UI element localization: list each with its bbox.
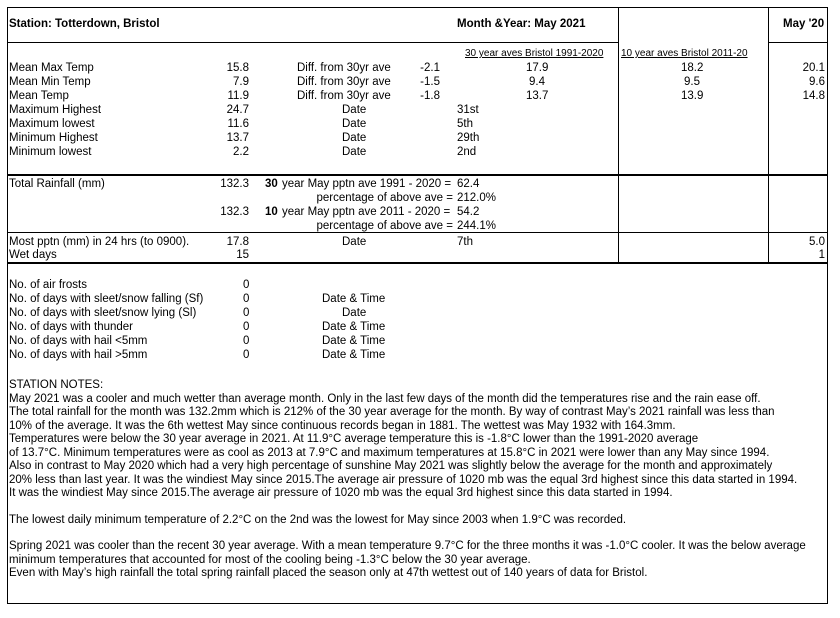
temp-diff: -2.1 [420,62,440,74]
notes-line: 20% less than last year. It was the windiest May since 2015.The average air pressure of 1020 mb was the equal 3rd highest since this data started in 1994. [9,473,798,486]
rain-ave10-prefix: 10 [265,206,278,218]
rain-ave10-value: 54.2 [457,206,480,218]
count-mid: Date & Time [322,321,386,333]
col-30yr-header: 30 year aves Bristol 1991-2020 [465,48,604,59]
count-mid: Date & Time [322,335,386,347]
notes-line: The lowest daily minimum temperature of 2.2°C on the 2nd was the lowest for May since 2003 when 1.9°C was recorded. [9,513,627,526]
wet-days-value: 15 [236,249,249,261]
notes-line: Even with May’s high rainfall the total spring rainfall placed the season only at 47th wettest out of 140 years of data for Bristol. [9,567,648,579]
temp-date: 2nd [457,146,477,158]
count-value: 0 [243,293,250,305]
rule-temps [7,174,828,176]
notes-line: minimum temperatures that accounted for most of the cooling being -1.3°C below the 30 year average. [9,553,531,566]
rain-ave30-value: 62.4 [457,178,480,190]
temp-value: 2.2 [233,146,249,158]
rain-value: 132.3 [220,178,249,190]
count-value: 0 [243,349,250,361]
notes-line: of 13.7°C. Minimum temperatures were as cool as 2013 at 7.9°C and maximum temperatures at 15.8°C in 2021 were lower than any May since 1994. [9,446,770,459]
rule-wetdays [7,262,828,264]
temp-date: 29th [457,132,480,144]
count-value: 0 [243,335,250,347]
temp-ave10: 13.9 [681,90,704,102]
count-value: 0 [243,279,250,291]
most-pptn-may20: 5.0 [809,236,825,248]
notes-line: Also in contrast to May 2020 which had a very high percentage of sunshine May 2021 was slightly below the average for the month and approximately [9,460,773,472]
count-mid: Date & Time [322,349,386,361]
most-pptn-label: Most pptn (mm) in 24 hrs (to 0900). [9,236,190,248]
temp-value: 13.7 [226,132,249,144]
rule-header [7,42,618,43]
count-label: No. of air frosts [9,279,87,291]
most-pptn-date: 7th [457,236,473,248]
station-title: Station: Totterdown, Bristol [9,18,160,30]
notes-line: Temperatures were below the 30 year average in 2021. At 11.9°C average temperature this is -1.8°C lower than the 1991-2020 average [9,433,699,445]
divider-may20 [768,7,769,262]
count-label: No. of days with thunder [9,321,134,333]
count-mid: Date [342,307,367,319]
temp-value: 15.8 [226,62,249,74]
rain-ave30-text: year May pptn ave 1991 - 2020 = [282,178,452,190]
temp-label: Mean Min Temp [9,76,91,88]
notes-line: The total rainfall for the month was 132.2mm which is 212% of the 30 year average for the month. By way of contrast May’s 2021 rainfall was less than [9,406,775,418]
temp-label: Mean Max Temp [9,62,94,74]
temp-ave30: 13.7 [526,90,549,102]
temp-value: 7.9 [233,76,249,88]
month-year: Month &Year: May 2021 [457,18,586,30]
temp-ave10: 9.5 [684,76,700,88]
temp-value: 11.9 [227,90,249,102]
temp-label: Minimum lowest [9,146,92,158]
col-10yr-header: 10 year aves Bristol 2011-20 [621,48,748,59]
temp-diff: -1.8 [420,90,440,102]
temp-value: 24.7 [226,104,249,116]
temp-ave30: 9.4 [529,76,545,88]
rain-label: Total Rainfall (mm) [9,178,105,190]
rain-pct-label: percentage of above ave = [316,220,453,232]
rain-value: 132.3 [220,206,249,218]
wet-days-may20: 1 [818,249,825,261]
wet-days-label: Wet days [9,249,57,261]
count-value: 0 [243,321,250,333]
compare-year: May '20 [783,18,825,30]
rule-header-right [768,42,828,43]
temp-mid: Date [342,118,367,130]
temp-may20: 14.8 [802,90,825,102]
temp-mid: Diff. from 30yr ave [297,90,391,102]
rain-pct-value: 212.0% [457,192,497,204]
count-value: 0 [243,307,250,319]
most-pptn-value: 17.8 [226,236,249,248]
temp-ave10: 18.2 [681,62,704,74]
rain-pct-label: percentage of above ave = [316,192,453,204]
most-pptn-mid: Date [342,236,367,248]
temp-label: Maximum lowest [9,118,95,130]
count-label: No. of days with hail <5mm [9,335,148,347]
temp-ave30: 17.9 [526,62,549,74]
notes-line: It was the windiest May since 2015.The average air pressure of 1020 mb was the equal 3rd highest since this data started in 1994. [9,487,673,499]
temp-mid: Date [342,104,367,116]
temp-label: Maximum Highest [9,104,102,116]
station-notes [9,379,819,581]
count-label: No. of days with hail >5mm [9,349,148,361]
count-mid: Date & Time [322,293,386,305]
rain-ave10-text: year May pptn ave 2011 - 2020 = [282,206,451,218]
temp-date: 31st [457,104,479,116]
divider-10yr [618,7,619,262]
temp-mid: Diff. from 30yr ave [297,62,391,74]
temp-diff: -1.5 [420,76,440,88]
notes-line: 10% of the average. It was the 6th wettest May since continuous records began in 1881. The wettest was May 1932 with 164.3mm. [9,419,676,432]
rain-ave30-prefix: 30 [265,178,278,190]
count-label: No. of days with sleet/snow falling (Sf) [9,293,204,305]
notes-heading: STATION NOTES: [9,379,104,391]
notes-line: May 2021 was a cooler and much wetter than average month. Only in the last few days of the month did the temperatures rise and the rain ease off. [9,392,761,405]
notes-line: Spring 2021 was cooler than the recent 30 year average. With a mean temperature 9.7°C for the three months it was -1.0°C cooler. It was the below average [9,540,806,552]
temp-mid: Date [342,132,367,144]
temp-label: Mean Temp [9,90,69,102]
temp-mid: Date [342,146,367,158]
temp-value: 11.6 [227,118,249,130]
temp-mid: Diff. from 30yr ave [297,76,391,88]
temp-label: Minimum Highest [9,132,98,144]
temp-date: 5th [457,118,473,130]
temp-may20: 9.6 [809,76,825,88]
rain-pct-value: 244.1% [457,220,497,232]
temp-may20: 20.1 [802,62,825,74]
count-label: No. of days with sleet/snow lying (Sl) [9,307,197,319]
